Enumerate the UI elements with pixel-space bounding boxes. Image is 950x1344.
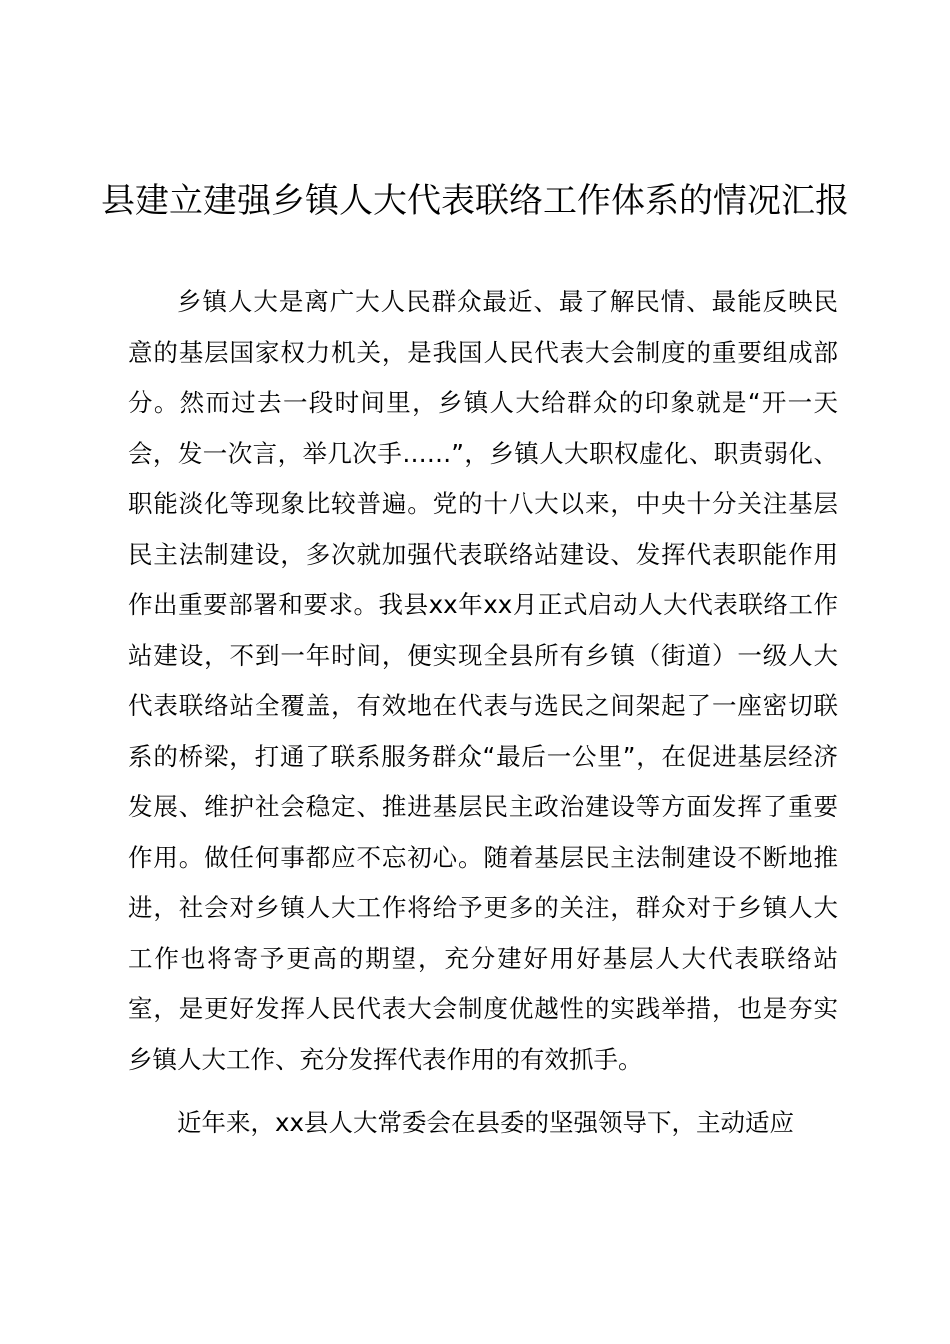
document-body <box>128 277 838 1149</box>
paragraph: 乡镇人大是离广大人民群众最近、最了解民情、最能反映民意的基层国家权力机关，是我国人民代表大会制度的重要组成部分。然而过去一段时间里，乡镇人大给群众的印象就是“开一天会，发一次言，举几次手……”，乡镇人大职权虚化、职责弱化、职能淡化等现象比较普遍。党的十八大以来，中央十分关注基层民主法制建设，多次就加强代表联络站建设、发挥代表职能作用作出重要部署和要求。我县xx年xx月正式启动人大代表联络工作站建设，不到一年时间，便实现全县所有乡镇（街道）一级人大代表联络站全覆盖，有效地在代表与选民之间架起了一座密切联系的桥梁，打通了联系服务群众“最后一公里”，在促进基层经济发展、维护社会稳定、推进基层民主政治建设等方面发挥了重要作用。做任何事都应不忘初心。随着基层民主法制建设不断地推进，社会对乡镇人大工作将给予更多的关注，群众对于乡镇人大工作也将寄予更高的期望，充分建好用好基层人大代表联络站室，是更好发挥人民代表大会制度优越性的实践举措，也是夯实乡镇人大工作、充分发挥代表作用的有效抓手。 <box>128 287 838 1074</box>
paragraph: 近年来，xx县人大常委会在县委的坚强领导下，主动适应 <box>177 1108 794 1137</box>
document-title: 县建立建强乡镇人大代表联络工作体系的情况汇报 <box>101 181 849 221</box>
